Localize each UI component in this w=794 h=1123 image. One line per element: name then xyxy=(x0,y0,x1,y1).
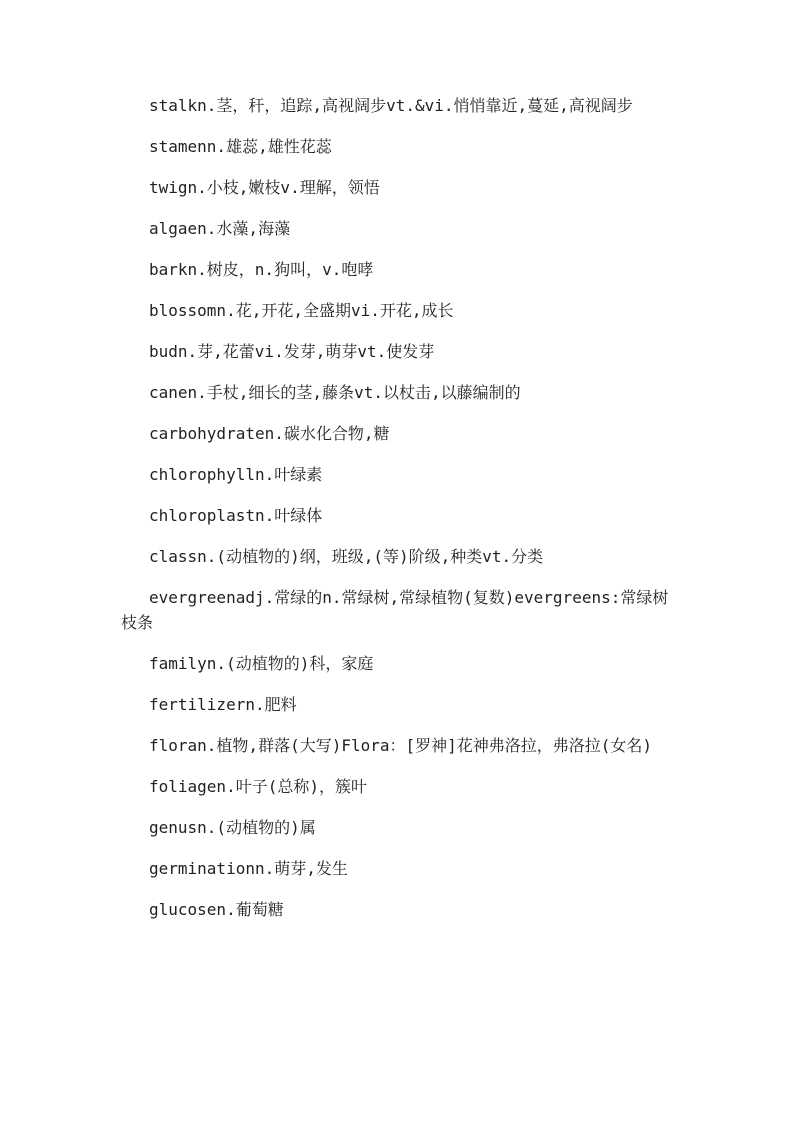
vocab-entry: germinationn.萌芽,发生 xyxy=(149,859,348,878)
vocab-entry: glucosen.葡萄糖 xyxy=(149,900,284,919)
vocab-entry: stalkn.茎，秆，追踪,高视阔步vt.&vi.悄悄靠近,蔓延,高视阔步 xyxy=(149,96,633,115)
vocab-entry: foliagen.叶子(总称)，簇叶 xyxy=(149,777,367,796)
vocab-entry: canen.手杖,细长的茎,藤条vt.以杖击,以藤编制的 xyxy=(149,383,521,402)
vocab-entry: chlorophylln.叶绿素 xyxy=(149,465,323,484)
vocab-entry: budn.芽,花蕾vi.发芽,萌芽vt.使发芽 xyxy=(149,342,435,361)
vocab-entry: blossomn.花,开花,全盛期vi.开花,成长 xyxy=(149,301,454,320)
vocab-entry: carbohydraten.碳水化合物,糖 xyxy=(149,424,390,443)
vocab-entry: algaen.水藻,海藻 xyxy=(149,219,291,238)
vocab-entry: evergreenadj.常绿的n.常绿树,常绿植物(复数)evergreens:常绿树枝条 xyxy=(121,588,669,632)
vocab-entry: fertilizern.肥料 xyxy=(149,695,297,714)
vocabulary-list xyxy=(121,93,681,938)
vocab-entry: floran.植物,群落(大写)Flora：[罗神]花神弗洛拉，弗洛拉(女名) xyxy=(149,736,653,755)
vocab-entry: familyn.(动植物的)科，家庭 xyxy=(149,654,374,673)
vocab-entry: chloroplastn.叶绿体 xyxy=(149,506,323,525)
vocab-entry: twign.小枝,嫩枝v.理解，领悟 xyxy=(149,178,380,197)
vocab-entry: classn.(动植物的)纲，班级,(等)阶级,种类vt.分类 xyxy=(149,547,544,566)
vocab-entry: barkn.树皮，n.狗叫，v.咆哮 xyxy=(149,260,374,279)
vocab-entry: genusn.(动植物的)属 xyxy=(149,818,316,837)
vocab-entry: stamenn.雄蕊,雄性花蕊 xyxy=(149,137,332,156)
